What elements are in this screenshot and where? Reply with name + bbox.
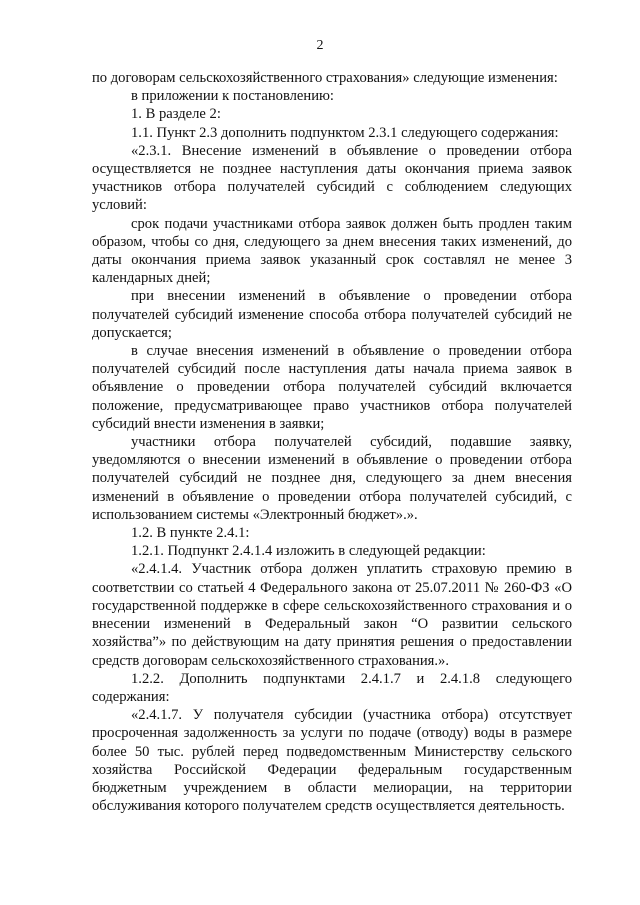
paragraph: 1. В разделе 2: (131, 106, 221, 123)
paragraph: 1.2.2. Дополнить подпунктами 2.4.1.7 и 2.4.1.8 следующего содержания: (92, 670, 572, 705)
document-body (92, 69, 572, 815)
paragraph: по договорам сельскохозяйственного страхования» следующие изменения: (92, 70, 558, 86)
paragraph: участники отбора получателей субсидий, подавшие заявку, уведомляются о внесении изменений в объявление о проведении отбора получателей субсидий не позднее дня, следующего за днем внесения изменений в объявление о проведении отбора получателей субсидий, с использованием системы «Электронный бюджет».». (92, 434, 572, 523)
paragraph: срок подачи участниками отбора заявок должен быть продлен таким образом, чтобы со дня, следующего за днем внесения таких изменений, до даты окончания приема заявок указанный срок составлял не менее 3 календарных дней; (92, 215, 572, 287)
paragraph: 1.2. В пункте 2.4.1: (131, 525, 250, 542)
paragraph: «2.4.1.4. Участник отбора должен уплатить страховую премию в соответствии со статьей 4 Федерального закона от 25.07.2011 № 260-ФЗ «О государственной поддержке в сфере сельскохозяйственного страхования и о внесении изменений в Федеральный закон “О развитии сельского хозяйства”» по действующим на дату принятия решения о предоставлении средств договорам сельскохозяйственного страхования.». (92, 561, 572, 669)
page-number: 2 (316, 38, 324, 53)
paragraph: «2.4.1.7. У получателя субсидии (участника отбора) отсутствует просроченная задолженность за услуги по подаче (отводу) воды в размере более 50 тыс. рублей перед подведомственным Министерству сельского хозяйства Российской Федерации федеральным государственным бюджетным учреждением в области мелиорации, на территории обслуживания которого получателем средств осуществляется деятельность. (92, 707, 572, 815)
paragraph: при внесении изменений в объявление о проведении отбора получателей субсидий изменение способа отбора получателей субсидий не допускается; (92, 288, 572, 341)
paragraph: «2.3.1. Внесение изменений в объявление о проведении отбора осуществляется не позднее наступления даты окончания приема заявок участников отбора получателей субсидий с соблюдением следующих условий: (92, 142, 572, 214)
paragraph: в приложении к постановлению: (131, 88, 334, 105)
paragraph: 1.2.1. Подпункт 2.4.1.4 изложить в следующей редакции: (131, 543, 486, 560)
paragraph: в случае внесения изменений в объявление о проведении отбора получателей субсидий после наступления даты начала приема заявок в объявление о проведении отбора получателей субсидий включается положение, предусматривающее право участников отбора получателей субсидий внести изменения в заявки; (92, 343, 572, 432)
paragraph: 1.1. Пункт 2.3 дополнить подпунктом 2.3.1 следующего содержания: (131, 124, 559, 141)
